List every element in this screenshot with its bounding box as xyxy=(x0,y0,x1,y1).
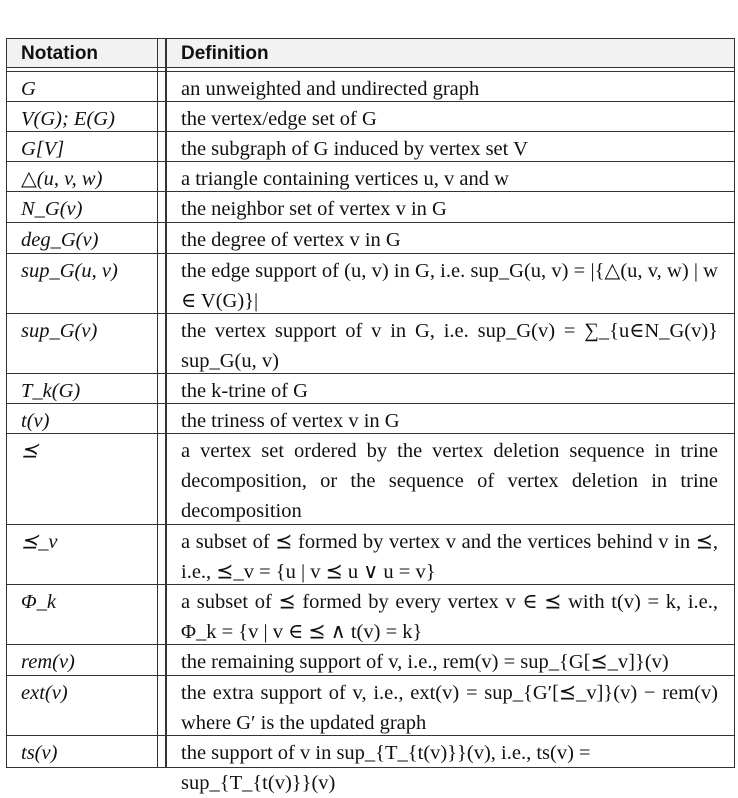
notation-cell: ⪯_v xyxy=(21,531,58,553)
notation-cell: ext(v) xyxy=(21,682,68,704)
notation-cell: ts(v) xyxy=(21,742,58,764)
header-notation: Notation xyxy=(21,43,99,64)
table-row xyxy=(6,223,735,254)
definition-cell: an unweighted and undirected graph xyxy=(166,72,734,101)
double-rule xyxy=(157,223,166,253)
notation-cell: ⪯ xyxy=(21,440,39,462)
header-definition: Definition xyxy=(166,39,734,67)
double-rule xyxy=(157,676,166,735)
table-row xyxy=(6,434,735,525)
table-row xyxy=(6,72,735,102)
double-rule xyxy=(157,254,166,313)
table-row xyxy=(6,525,735,585)
double-rule xyxy=(157,314,166,373)
notation-cell: sup_G(v) xyxy=(21,320,98,342)
double-rule xyxy=(157,645,166,675)
definition-cell: the vertex/edge set of G xyxy=(166,102,734,131)
notation-cell: sup_G(u, v) xyxy=(21,260,118,282)
table-row xyxy=(6,162,735,192)
table-row xyxy=(6,374,735,404)
double-rule xyxy=(157,585,166,644)
table-header-row xyxy=(6,38,735,68)
notation-cell: Φ_k xyxy=(21,591,56,613)
definition-cell: the extra support of v, i.e., ext(v) = sup_{G′[⪯_v]}(v) − rem(v) where G′ is the updated graph xyxy=(166,676,734,735)
table-row xyxy=(6,585,735,645)
notation-cell: G xyxy=(21,78,36,100)
double-rule xyxy=(157,525,166,584)
table-row xyxy=(6,102,735,132)
double-rule xyxy=(157,736,166,767)
definition-cell: a subset of ⪯ formed by vertex v and the vertices behind v in ⪯, i.e., ⪯_v = {u | v ⪯ u ∨ u = v} xyxy=(166,525,734,584)
notation-cell: rem(v) xyxy=(21,651,75,673)
table-row xyxy=(6,404,735,434)
definition-cell: the k-trine of G xyxy=(166,374,734,403)
notation-cell: G[V] xyxy=(21,138,65,160)
double-rule xyxy=(157,39,166,67)
definition-cell: the remaining support of v, i.e., rem(v) = sup_{G[⪯_v]}(v) xyxy=(166,645,734,675)
double-rule xyxy=(157,374,166,403)
definition-cell: a triangle containing vertices u, v and w xyxy=(166,162,734,191)
table-row xyxy=(6,192,735,223)
notation-cell: N_G(v) xyxy=(21,198,83,220)
definition-cell: the degree of vertex v in G xyxy=(166,223,734,253)
definition-cell: the triness of vertex v in G xyxy=(166,404,734,433)
table-row xyxy=(6,645,735,676)
double-rule xyxy=(157,102,166,131)
notation-cell: V(G); E(G) xyxy=(21,108,115,130)
notation-cell: T_k(G) xyxy=(21,380,81,402)
definition-cell: a subset of ⪯ formed by every vertex v ∈ ⪯ with t(v) = k, i.e., Φ_k = {v | v ∈ ⪯ ∧ t(v) = k} xyxy=(166,585,734,644)
notation-table xyxy=(6,38,735,794)
notation-cell: deg_G(v) xyxy=(21,229,99,251)
table-row xyxy=(6,314,735,374)
double-rule xyxy=(157,404,166,433)
double-rule xyxy=(157,132,166,161)
definition-cell: a vertex set ordered by the vertex deletion sequence in trine decomposition, or the sequence of vertex deletion in trine decomposition xyxy=(166,434,734,524)
table-row xyxy=(6,676,735,736)
double-rule xyxy=(157,72,166,101)
table-row xyxy=(6,132,735,162)
table-body xyxy=(6,72,735,794)
definition-cell: the subgraph of G induced by vertex set V xyxy=(166,132,734,161)
definition-cell: the neighbor set of vertex v in G xyxy=(166,192,734,222)
double-rule xyxy=(157,192,166,222)
table-row xyxy=(6,736,735,794)
notation-cell: △(u, v, w) xyxy=(21,168,103,190)
double-rule xyxy=(157,434,166,524)
definition-cell: the support of v in sup_{T_{t(v)}}(v), i.e., ts(v) = sup_{T_{t(v)}}(v) xyxy=(166,736,734,767)
definition-cell: the edge support of (u, v) in G, i.e. sup_G(u, v) = |{△(u, v, w) | w ∈ V(G)}| xyxy=(166,254,734,313)
double-rule xyxy=(157,162,166,191)
definition-cell: the vertex support of v in G, i.e. sup_G(v) = ∑_{u∈N_G(v)} sup_G(u, v) xyxy=(166,314,734,373)
notation-cell: t(v) xyxy=(21,410,50,432)
table-row xyxy=(6,254,735,314)
